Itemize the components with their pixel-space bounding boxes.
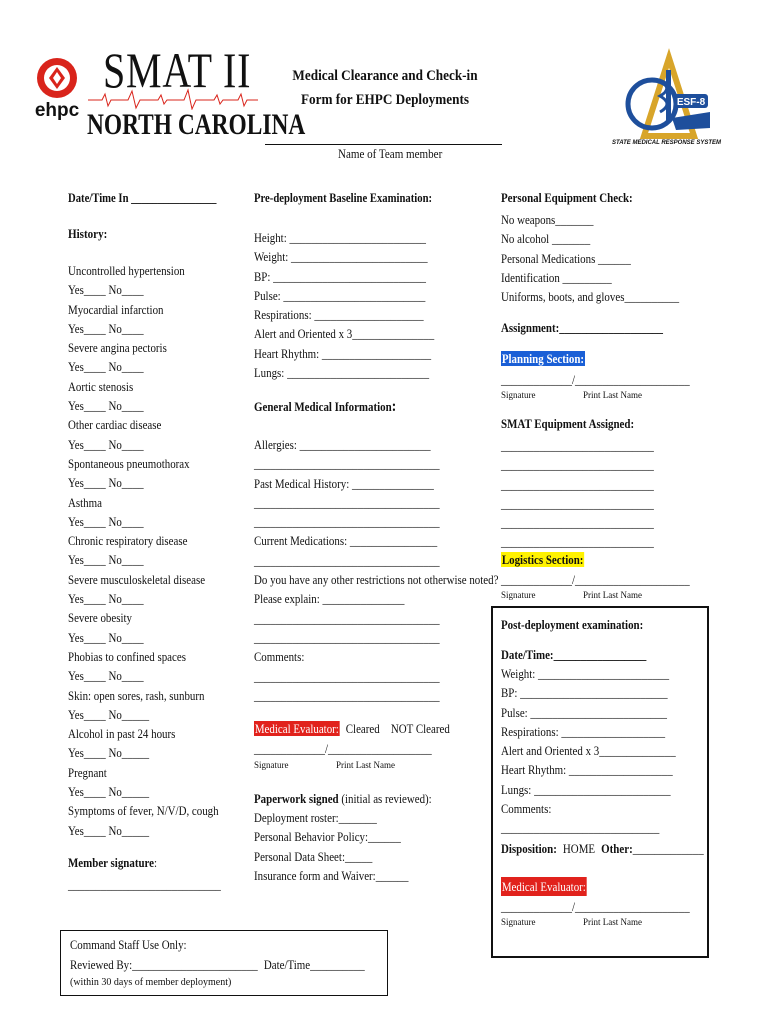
command-staff-review-row: [70, 955, 365, 974]
history-condition: Skin: open sores, rash, sunburn: [68, 687, 205, 703]
logistics-signature-caption: Signature: [501, 590, 536, 600]
smat-equipment-lines: [501, 436, 654, 552]
history-answer[interactable]: Yes____ No____: [68, 398, 144, 414]
smat-equipment-line[interactable]: ____________________________: [501, 515, 654, 531]
smat-equipment-line[interactable]: ____________________________: [501, 476, 654, 492]
evaluator-signature-caption: Signature: [254, 760, 289, 770]
history-answer[interactable]: Yes____ No____: [68, 359, 144, 375]
esf8-emblem-icon: [614, 48, 714, 140]
past-history-field[interactable]: Past Medical History: _______________: [254, 475, 434, 491]
history-condition: Symptoms of fever, N/V/D, cough: [68, 803, 219, 819]
vital-field[interactable]: Respirations: ____________________: [254, 307, 424, 323]
general-info-heading-colon: :: [391, 398, 397, 415]
history-answer[interactable]: Yes____ No____: [68, 552, 144, 568]
post-evaluator-signature-line[interactable]: _____________/_____________________: [501, 899, 690, 914]
member-signature-line[interactable]: ____________________________: [68, 877, 221, 892]
history-condition: Severe angina pectoris: [68, 340, 167, 356]
paperwork-heading-text: Paperwork signed: [254, 791, 339, 806]
medical-evaluator-row: [254, 719, 450, 738]
reviewed-by-field[interactable]: Reviewed By:_______________________: [70, 957, 258, 972]
general-info-heading-text: General Medical Information: [254, 399, 392, 414]
vital-field[interactable]: Weight: _________________________: [254, 249, 428, 265]
paperwork-item[interactable]: Deployment roster:_______: [254, 810, 377, 825]
history-condition: Other cardiac disease: [68, 417, 162, 433]
member-signature-label: Member signature: [68, 855, 155, 870]
vital-field[interactable]: Heart Rhythm: ____________________: [254, 345, 432, 361]
planning-section-highlight: Planning Section:: [501, 351, 585, 366]
paperwork-list: [254, 808, 408, 885]
post-vital-field[interactable]: Pulse: _________________________: [501, 704, 667, 720]
member-signature: [68, 853, 157, 872]
member-signature-colon: :: [154, 855, 158, 870]
history-condition: Spontaneous pneumothorax: [68, 455, 190, 471]
smat-equipment-line[interactable]: ____________________________: [501, 534, 654, 550]
equipment-item[interactable]: No weapons_______: [501, 212, 594, 227]
history-answer[interactable]: Yes____ No____: [68, 513, 144, 529]
history-condition: Severe obesity: [68, 610, 132, 626]
comments-label: Comments:: [254, 649, 305, 665]
disposition-label: Disposition:: [501, 841, 557, 856]
history-answer[interactable]: Yes____ No____: [68, 436, 144, 452]
ehpc-logo-text: ehpc: [34, 100, 80, 121]
post-vital-field[interactable]: Alert and Oriented x 3______________: [501, 743, 676, 759]
assignment-field[interactable]: Assignment:___________________: [501, 320, 663, 335]
general-info-heading: [254, 398, 396, 416]
current-medications-field[interactable]: Current Medications: ________________: [254, 533, 438, 549]
history-answer[interactable]: Yes____ No_____: [68, 822, 150, 838]
past-history-line[interactable]: __________________________________: [254, 494, 440, 510]
command-staff-note: (within 30 days of member deployment): [70, 977, 232, 988]
post-vitals: [501, 664, 676, 838]
history-condition: Asthma: [68, 494, 102, 510]
vital-field[interactable]: Pulse: __________________________: [254, 287, 426, 303]
history-answer[interactable]: Yes____ No____: [68, 668, 144, 684]
form-title-line2: Form for EHPC Deployments: [300, 92, 470, 108]
smat-logo-title: SMAT II: [103, 42, 252, 98]
datetime-in[interactable]: Date/Time In ________________: [68, 190, 217, 205]
vital-field[interactable]: Height: _________________________: [254, 230, 426, 245]
ehpc-logo: [34, 56, 80, 128]
allergies-field[interactable]: Allergies: ________________________: [254, 437, 431, 452]
logistics-section-label: [501, 550, 584, 569]
equipment-list: [501, 210, 679, 306]
comments-line[interactable]: __________________________________: [254, 687, 440, 703]
ehpc-emblem-icon: [34, 56, 80, 100]
form-title: [270, 64, 500, 112]
planning-print-caption: Print Last Name: [583, 390, 642, 400]
post-vital-field[interactable]: Respirations: ___________________: [501, 723, 666, 739]
baseline-heading: Pre-deployment Baseline Examination:: [254, 190, 433, 205]
history-condition: Myocardial infarction: [68, 301, 164, 317]
equipment-heading: Personal Equipment Check:: [501, 190, 633, 205]
equipment-item[interactable]: No alcohol _______: [501, 231, 591, 247]
history-condition: Pregnant: [68, 764, 107, 780]
planning-signature-line[interactable]: _____________/_____________________: [501, 372, 690, 387]
disposition-home[interactable]: HOME: [562, 841, 596, 856]
disposition-row: [501, 839, 704, 858]
review-datetime-field[interactable]: Date/Time__________: [263, 957, 365, 972]
planning-signature-caption: Signature: [501, 390, 536, 400]
disposition-other-line[interactable]: _____________: [632, 841, 704, 856]
history-answer[interactable]: Yes____ No____: [68, 629, 144, 645]
evaluator-signature-line[interactable]: _____________/___________________: [254, 741, 432, 756]
vital-field[interactable]: Lungs: __________________________: [254, 365, 430, 381]
equipment-item[interactable]: Personal Medications ______: [501, 250, 631, 266]
smat-equipment-heading: SMAT Equipment Assigned:: [501, 416, 635, 431]
post-vital-field[interactable]: Lungs: _________________________: [501, 781, 671, 797]
esf8-logo: [612, 48, 722, 148]
paperwork-item[interactable]: Personal Data Sheet:_____: [254, 848, 373, 864]
history-condition: Alcohol in past 24 hours: [68, 726, 176, 742]
explain-field[interactable]: Please explain: _______________: [254, 591, 405, 607]
paperwork-item[interactable]: Insurance form and Waiver:______: [254, 867, 409, 883]
post-evaluator-label: Medical Evaluator:: [501, 877, 587, 896]
cleared-option[interactable]: Cleared: [345, 721, 380, 736]
disposition-other[interactable]: Other:: [601, 841, 633, 856]
smat-equipment-line[interactable]: ____________________________: [501, 438, 654, 453]
history-list: [68, 261, 219, 840]
medical-evaluator-label: Medical Evaluator:: [254, 721, 339, 736]
history-condition: Phobias to confined spaces: [68, 648, 186, 664]
history-condition: Uncontrolled hypertension: [68, 263, 185, 278]
explain-line[interactable]: __________________________________: [254, 610, 440, 626]
history-answer[interactable]: Yes____ No____: [68, 320, 144, 336]
smat-equipment-line[interactable]: ____________________________: [501, 457, 654, 473]
history-answer[interactable]: Yes____ No____: [68, 591, 144, 607]
general-info-fields: [254, 435, 498, 705]
ekg-line-icon: [88, 88, 258, 110]
history-condition: Aortic stenosis: [68, 378, 134, 394]
vital-field[interactable]: BP: ____________________________: [254, 268, 427, 284]
smat-logo-subtitle: NORTH CAROLINA: [87, 108, 306, 141]
history-answer[interactable]: Yes____ No____: [68, 282, 144, 298]
command-staff-title: Command Staff Use Only:: [70, 937, 187, 952]
history-heading: History:: [68, 226, 108, 241]
post-comments-line[interactable]: _____________________________: [501, 820, 660, 836]
baseline-vitals: [254, 228, 434, 382]
form-title-line1: Medical Clearance and Check-in: [292, 68, 478, 84]
restrictions-question: Do you have any other restrictions not otherwise noted?: [254, 572, 499, 588]
planning-section-label: [501, 349, 585, 368]
paperwork-heading: [254, 789, 432, 808]
history-condition: Severe musculoskeletal disease: [68, 571, 206, 587]
post-vital-field[interactable]: BP: ___________________________: [501, 685, 668, 701]
history-answer[interactable]: Yes____ No____: [68, 475, 144, 491]
explain-line[interactable]: __________________________________: [254, 629, 440, 645]
logistics-signature-line[interactable]: _____________/_____________________: [501, 572, 690, 587]
logistics-print-caption: Print Last Name: [583, 590, 642, 600]
current-medications-line[interactable]: __________________________________: [254, 552, 440, 568]
logistics-section-highlight: Logistics Section:: [501, 552, 584, 567]
paperwork-item[interactable]: Personal Behavior Policy:______: [254, 829, 401, 845]
not-cleared-option[interactable]: NOT Cleared: [390, 721, 450, 736]
post-vital-field[interactable]: Weight: ________________________: [501, 666, 670, 681]
post-deployment-heading: Post-deployment examination:: [501, 617, 644, 632]
past-history-line[interactable]: __________________________________: [254, 514, 440, 530]
history-answer[interactable]: Yes____ No_____: [68, 745, 150, 761]
esf8-badge-text: ESF-8: [676, 97, 706, 108]
evaluator-print-caption: Print Last Name: [336, 760, 395, 770]
equipment-item[interactable]: Uniforms, boots, and gloves__________: [501, 289, 680, 305]
smat-equipment-line[interactable]: ____________________________: [501, 495, 654, 511]
post-vital-field[interactable]: Heart Rhythm: ___________________: [501, 762, 673, 778]
paperwork-heading-note: (initial as reviewed):: [341, 791, 432, 806]
history-answer[interactable]: Yes____ No_____: [68, 784, 150, 800]
post-comments-label: Comments:: [501, 801, 552, 817]
vital-field[interactable]: Alert and Oriented x 3_______________: [254, 326, 435, 342]
history-condition: Chronic respiratory disease: [68, 533, 188, 549]
post-print-caption: Print Last Name: [583, 917, 642, 927]
member-name-caption: Name of Team member: [338, 146, 443, 161]
post-signature-caption: Signature: [501, 917, 536, 927]
equipment-item[interactable]: Identification _________: [501, 269, 612, 285]
post-datetime-field[interactable]: Date/Time:_________________: [501, 647, 647, 662]
esf8-caption: STATE MEDICAL RESPONSE SYSTEM: [612, 140, 722, 146]
comments-line[interactable]: __________________________________: [254, 668, 440, 684]
history-answer[interactable]: Yes____ No_____: [68, 706, 150, 722]
allergies-line[interactable]: __________________________________: [254, 456, 440, 472]
